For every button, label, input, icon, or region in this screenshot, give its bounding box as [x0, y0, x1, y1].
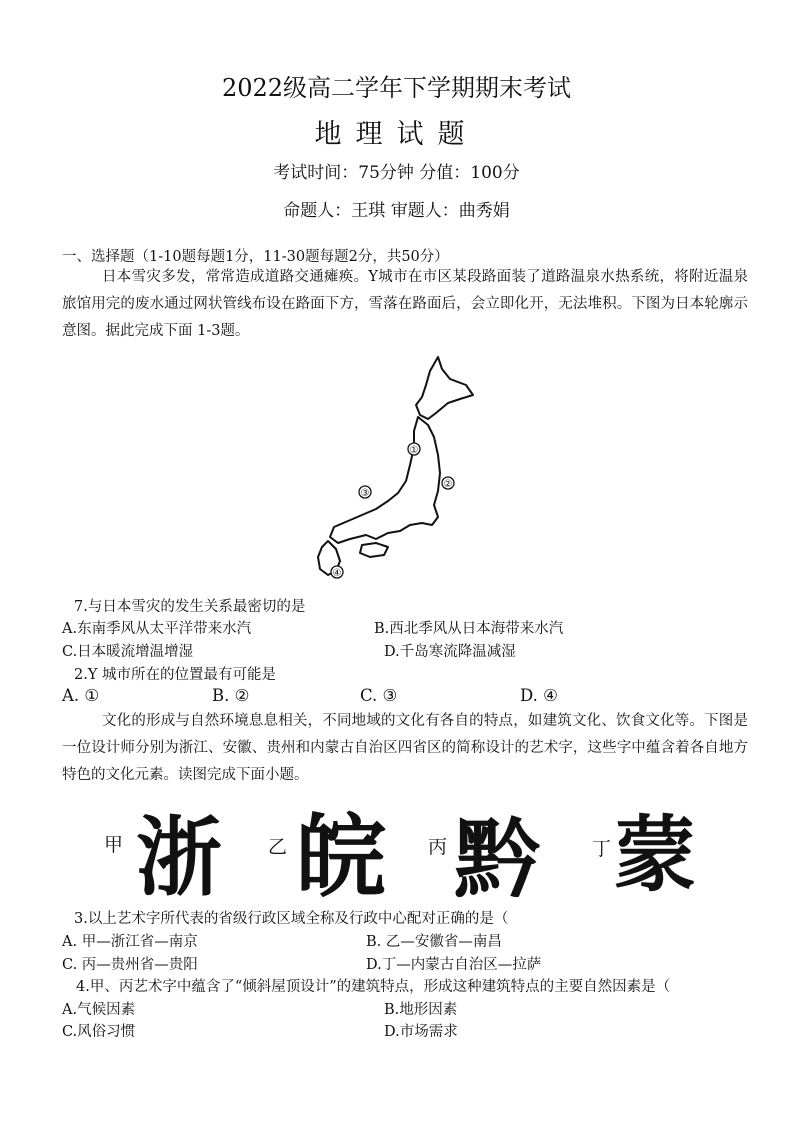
marker-3: ③ — [360, 488, 370, 499]
q4-option-d[interactable]: D.市场需求 — [384, 1024, 458, 1040]
hokkaido-outline — [416, 357, 473, 419]
q2-option-a[interactable]: A. ① — [62, 686, 100, 705]
japan-map — [310, 355, 480, 585]
art-char-meng: 蒙 — [614, 807, 697, 903]
section-heading: 一、选择题（1-10题每题1分，11-30题每题2分，共50分） — [62, 249, 449, 265]
art-char-wan: 皖 — [296, 805, 386, 910]
art-label-yi: 乙 — [268, 836, 288, 858]
marker-1: ① — [409, 445, 419, 456]
q2-option-c[interactable]: C. ③ — [360, 686, 398, 705]
q1-stem: 7.与日本雪灾的发生关系最密切的是 — [74, 599, 306, 615]
art-label-ding: 丁 — [592, 838, 612, 860]
q4-stem: 4.甲、丙艺术字中蕴含了“倾斜屋顶设计”的建筑特点，形成这种建筑特点的主要自然因素是（ — [76, 979, 671, 995]
honshu-outline — [330, 417, 440, 543]
art-label-bing: 丙 — [428, 836, 448, 858]
marker-4: ④ — [332, 568, 342, 579]
q1-option-b[interactable]: B.西北季风从日本海带来水汽 — [374, 621, 564, 637]
q3-option-c[interactable]: C. 丙—贵州省—贵阳 — [62, 957, 198, 973]
subject-title: 地理试题 — [314, 119, 479, 150]
q3-option-a[interactable]: A. 甲—浙江省—南京 — [62, 934, 198, 950]
art-char-zhe: 浙 — [136, 808, 218, 908]
q3-option-b[interactable]: B. 乙—安徽省—南昌 — [366, 934, 502, 950]
passage-1: 日本雪灾多发，常常造成道路交通瘫痪。Y城市在市区某段路面装了道路温泉水热系统，将附近温泉旅馆用完的废水通过网状管线布设在路面下方，雪落在路面后，会立即化开，无法堆积。下图为日本轮廓示意图。据此完成下面 1-3题。 — [62, 269, 748, 339]
exam-authors: 命题人：王琪 审题人：曲秀娟 — [283, 201, 510, 221]
shikoku-outline — [360, 543, 388, 557]
exam-info: 考试时间：75分钟 分值：100分 — [273, 163, 520, 183]
q3-stem: 3.以上艺术字所代表的省级行政区域全称及行政中心配对正确的是（ — [74, 911, 509, 927]
q2-stem: 2.Y 城市所在的位置最有可能是 — [74, 667, 277, 683]
marker-2: ② — [443, 479, 453, 490]
passage-2: 文化的形成与自然环境息息相关，不同地域的文化有各自的特点，如建筑文化、饮食文化等。下图是一位设计师分别为浙江、安徽、贵州和内蒙古自治区四省区的简称设计的艺术字，这些字中蕴含着各自地方特色的文化元素。读图完成下面小题。 — [62, 713, 748, 783]
q3-option-d[interactable]: D.丁—内蒙古自治区—拉萨 — [366, 957, 542, 973]
q1-option-a[interactable]: A.东南季风从太平洋带来水汽 — [62, 621, 252, 637]
q1-option-c[interactable]: C.日本暖流增温增湿 — [62, 644, 194, 660]
exam-title: 2022级高二学年下学期期末考试 — [221, 74, 572, 102]
art-char-qian: 黔 — [454, 810, 540, 910]
q4-option-a[interactable]: A.气候因素 — [62, 1002, 136, 1018]
q4-option-c[interactable]: C.风俗习惯 — [62, 1024, 136, 1040]
q4-option-b[interactable]: B.地形因素 — [384, 1002, 458, 1018]
q2-option-b[interactable]: B. ② — [212, 686, 250, 705]
art-label-jia: 甲 — [104, 834, 124, 856]
q1-option-d[interactable]: D.千岛寒流降温减湿 — [384, 644, 516, 660]
q2-option-d[interactable]: D. ④ — [520, 686, 558, 705]
